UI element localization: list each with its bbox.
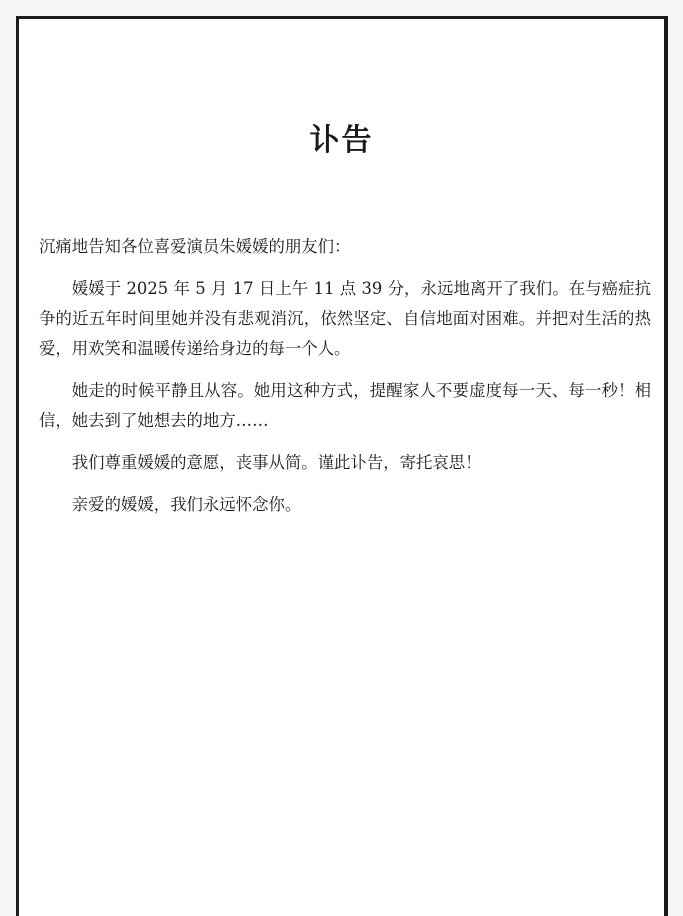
paragraph-remembrance: 亲爱的媛媛，我们永远怀念你。 bbox=[71, 495, 302, 514]
document-title: 讣告 bbox=[309, 123, 374, 158]
paragraph-passing: 媛媛于 2025 年 5 月 17 日上午 11 点 39 分，永远地离开了我们。在与癌症抗争的近五年时间里她并没有悲观消沉，依然坚定、自信地面对困难。并把对生活的热爱，用欢笑和温暖传递给身边的每一个人。 bbox=[39, 279, 651, 358]
paragraph-funeral: 我们尊重媛媛的意愿，丧事从简。谨此讣告，寄托哀思！ bbox=[71, 453, 482, 472]
salutation: 沉痛地告知各位喜爱演员朱媛媛的朋友们： bbox=[39, 237, 351, 256]
document-body bbox=[39, 232, 651, 532]
paragraph-peaceful: 她走的时候平静且从容。她用这种方式，提醒家人不要虚度每一天、每一秒！相信，她去到了她想去的地方…… bbox=[39, 381, 651, 430]
document-page bbox=[16, 16, 668, 916]
